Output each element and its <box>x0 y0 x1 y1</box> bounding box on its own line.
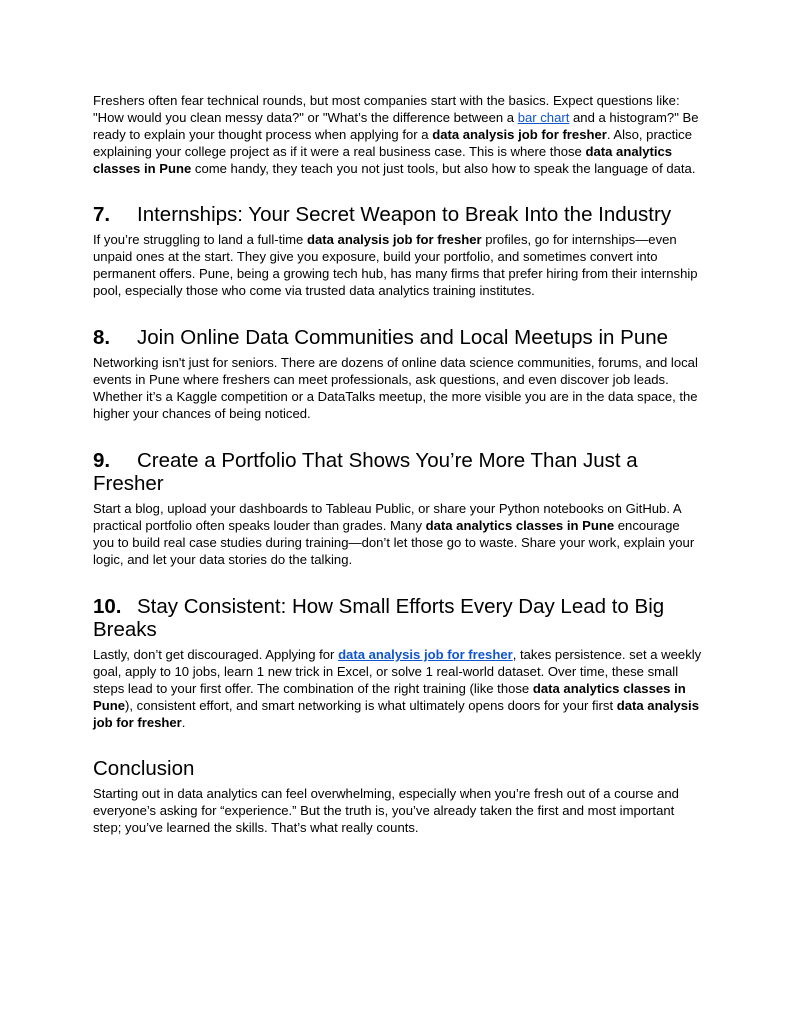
section-10-bold-2: data analysis job for fresher <box>93 698 699 730</box>
section-10-text-2: , takes persistence. set a weekly goal, apply to 10 jobs, learn 1 new trick in Excel, or solve 1 real-world dataset. Over time, these small steps lead to your first offer. The combination of the right training (like those <box>93 647 702 696</box>
intro-text-1: Freshers often fear technical rounds, but most companies start with the basics. Expect questions like: "How would you clean messy data?" or "What’s the difference between a <box>93 93 680 125</box>
section-10-text-3: ), consistent effort, and smart networking is what ultimately opens doors for your first <box>125 698 617 713</box>
section-8-title: Join Online Data Communities and Local Meetups in Pune <box>137 326 669 349</box>
section-8-number: 8. <box>93 326 111 349</box>
section-7-title: Internships: Your Secret Weapon to Break Into the Industry <box>137 203 672 226</box>
section-10-title: Stay Consistent: How Small Efforts Every Day Lead to Big Breaks <box>93 595 665 641</box>
section-8-paragraph <box>93 354 703 422</box>
section-9-text-2: encourage you to build real case studies during training—don’t let those go to waste. Share your work, explain your logic, and let your data stories do the talking. <box>93 518 695 567</box>
section-10-paragraph <box>93 646 703 731</box>
section-9-bold-1: data analytics classes in Pune <box>425 518 615 533</box>
intro-bold-2: data analytics classes in Pune <box>93 144 673 176</box>
section-7-number: 7. <box>93 203 111 226</box>
section-7-bold-1: data analysis job for fresher <box>306 232 482 247</box>
conclusion-heading: Conclusion <box>93 757 195 780</box>
section-7-paragraph <box>93 231 703 299</box>
intro-paragraph <box>93 92 703 177</box>
document-page <box>93 92 703 836</box>
conclusion-text-1: Starting out in data analytics can feel overwhelming, especially when you’re fresh out of a course and everyone’s asking for “experience.” But the truth is, you’ve already taken the first and most important step; you’ve learned the skills. That’s what really counts. <box>93 786 679 835</box>
section-9-heading <box>93 449 703 495</box>
intro-bold-1: data analysis job for fresher <box>432 127 607 142</box>
section-10-number: 10. <box>93 595 122 618</box>
intro-text-3: . Also, practice explaining your college project as if it were a real business case. This is where those <box>93 127 693 159</box>
section-9-text-1: Start a blog, upload your dashboards to Tableau Public, or share your Python notebooks on GitHub. A practical portfolio often speaks louder than grades. Many <box>93 501 681 533</box>
conclusion-paragraph <box>93 785 703 836</box>
bar-chart-link[interactable]: bar chart <box>517 110 570 125</box>
section-8-text-1: Networking isn't just for seniors. There are dozens of online data science communities, forums, and local events in Pune where freshers can meet professionals, ask questions, and even discover job leads. Whether it’s a Kaggle competition or a DataTalks meetup, the more visible you are in the data space, the higher your chances of being noticed. <box>93 355 698 421</box>
section-7-text-1: If you’re struggling to land a full-time <box>93 232 307 247</box>
intro-text-4: come handy, they teach you not just tools, but also how to speak the language of data. <box>191 161 696 176</box>
section-9-paragraph <box>93 500 703 568</box>
section-10-bold-1: data analytics classes in Pune <box>93 681 686 713</box>
intro-text-2: and a histogram?" Be ready to explain your thought process when applying for a <box>93 110 699 142</box>
section-7-text-2: profiles, go for internships—even unpaid ones at the start. They give you exposure, build your portfolio, and sometimes convert into permanent offers. Pune, being a growing tech hub, has many firms that prefer hiring from their internship pool, especially those who come via trusted data analytics training institutes. <box>93 232 698 298</box>
section-9-title: Create a Portfolio That Shows You’re More Than Just a Fresher <box>93 449 638 495</box>
section-10-text-1: Lastly, don’t get discouraged. Applying for <box>93 647 339 662</box>
section-9-number: 9. <box>93 449 111 472</box>
section-7-heading <box>93 203 703 226</box>
section-10-heading <box>93 595 703 641</box>
section-10-text-4: . <box>181 715 186 730</box>
section-8-heading <box>93 326 703 349</box>
data-analysis-job-link[interactable]: data analysis job for fresher <box>338 647 513 662</box>
